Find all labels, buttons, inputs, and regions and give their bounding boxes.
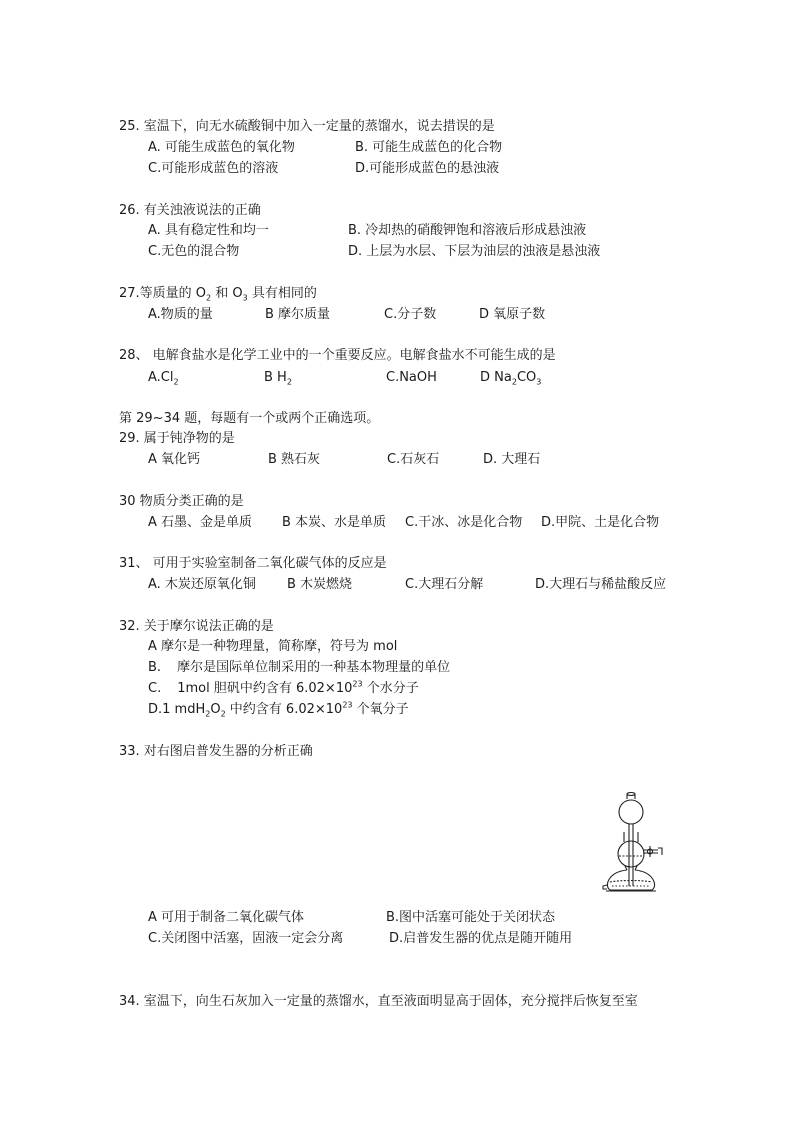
q32-option-d: D.1 $mdH_2O_2$ 中约含有 $6.02\times 10^{23}$ 个氧分子 (148, 700, 409, 719)
q25-option-b: B. 可能生成蓝色的化合物 (355, 140, 503, 155)
q30-option-d: D.甲院、土是化合物 (541, 515, 660, 530)
q29-option-b: B 熟石灰 (268, 452, 321, 467)
q29-stem: 29. 属于钝净物的是 (119, 431, 235, 446)
q27-stem: 27.等质量的 $O_2$ 和 $O_3$ 具有相同的 (119, 286, 317, 303)
q29-option-d: D. 大理石 (483, 452, 541, 467)
q32-option-c: C. 1mol 胆矾中约含有 $6.02\times 10^{23}$ 个水分子 (148, 679, 419, 696)
q33-option-b: B.图中活塞可能处于关闭状态 (386, 910, 556, 925)
q26-option-d: D. 上层为水层、下层为油层的浊液是悬浊液 (348, 244, 601, 259)
q25-stem: 25. 室温下，向无水硫酸铜中加入一定量的蒸馏水，说去措误的是 (119, 119, 495, 134)
q25-option-d: D.可能形成蓝色的悬浊液 (355, 161, 500, 176)
q28-stem: 28、 电解食盐水是化学工业中的一个重要反应。电解食盐水不可能生成的是 (119, 348, 556, 363)
q33-option-c: C.关闭图中活塞，固液一定会分离 (148, 931, 344, 946)
q33-stem: 33. 对右图启普发生器的分析正确 (119, 744, 313, 759)
q25-option-a: A. 可能生成蓝色的氧化物 (148, 140, 295, 155)
q30-option-b: B 本炭、水是单质 (282, 515, 387, 530)
q28-option-b: B $H_2$ (264, 370, 292, 387)
q27-option-a: A.物质的量 (148, 307, 213, 322)
q31-option-b: B 木炭燃烧 (287, 577, 353, 592)
q28-option-d: D $Na_2CO_3$ (480, 370, 542, 387)
q27-option-c: C.分子数 (384, 307, 437, 322)
q26-option-a: A. 具有稳定性和均一 (148, 223, 269, 238)
q28-option-c: C.NaOH (386, 370, 437, 385)
q32-option-a: A 摩尔是一种物理量，简称摩，符号为 mol (148, 639, 398, 654)
kipp-generator-figure (600, 790, 670, 895)
q33-option-a: A 可用于制备二氧化碳气体 (148, 910, 305, 925)
q26-option-c: C.无色的混合物 (148, 244, 240, 259)
q30-option-a: A 石墨、金是单质 (148, 515, 253, 530)
q29-option-c: C.石灰石 (387, 452, 440, 467)
q31-option-c: C.大理石分解 (405, 577, 484, 592)
q26-option-b: B. 冷却热的硝酸钾饱和溶液后形成悬浊液 (348, 223, 587, 238)
q30-stem: 30 物质分类正确的是 (119, 494, 244, 509)
q28-option-a: $A.Cl_2$ (148, 370, 179, 387)
q33-option-d: D.启普发生器的优点是随开随用 (389, 931, 573, 946)
q29-option-a: A 氧化钙 (148, 452, 201, 467)
q31-option-d: D.大理石与稀盐酸反应 (535, 577, 667, 592)
section-note: 第 29~34 题，每题有一个或两个正确选项。 (119, 411, 380, 426)
q32-option-b: B. 摩尔是国际单位制采用的一种基本物理量的单位 (148, 660, 451, 675)
q32-stem: 32. 关于摩尔说法正确的是 (119, 619, 274, 634)
q26-stem: 26. 有关浊液说法的正确 (119, 203, 261, 218)
q31-stem: 31、 可用于实验室制备二氧化碳气体的反应是 (119, 556, 387, 571)
q27-option-d: D 氧原子数 (479, 307, 546, 322)
q27-option-b: B 摩尔质量 (265, 307, 331, 322)
q34-stem: 34. 室温下，向生石灰加入一定量的蒸馏水，直至液面明显高于固体，充分搅拌后恢复至室 (119, 994, 638, 1009)
q25-option-c: C.可能形成蓝色的溶液 (148, 161, 279, 176)
q31-option-a: A. 木炭还原氧化铜 (148, 577, 256, 592)
q30-option-c: C.干冰、冰是化合物 (405, 515, 523, 530)
